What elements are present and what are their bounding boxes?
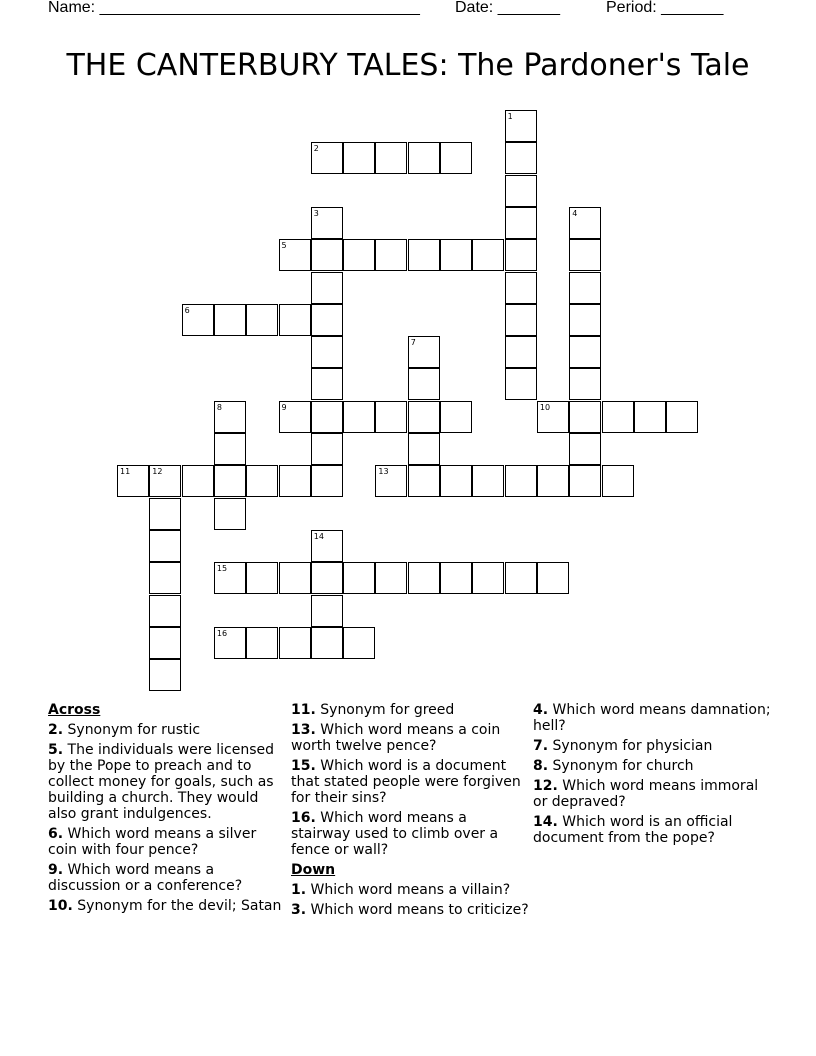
- clue-across-13: 13. Which word means a coin worth twelve pence?: [291, 722, 501, 754]
- crossword-cell[interactable]: [311, 401, 343, 433]
- clue-number: 6: [184, 305, 190, 315]
- crossword-cell[interactable]: [505, 368, 537, 400]
- clues-column-3: [533, 702, 771, 850]
- crossword-cell[interactable]: [602, 401, 634, 433]
- crossword-cell[interactable]: [505, 304, 537, 336]
- crossword-cell[interactable]: [149, 659, 181, 691]
- crossword-cell[interactable]: [311, 142, 343, 174]
- crossword-cell[interactable]: [343, 562, 375, 594]
- clue-number: 11: [120, 467, 131, 477]
- crossword-cell[interactable]: [569, 239, 601, 271]
- clue-across-6: 6. Which word means a silver coin with four pence?: [48, 826, 257, 858]
- crossword-cell[interactable]: [311, 368, 343, 400]
- crossword-cell[interactable]: [279, 401, 311, 433]
- crossword-cell[interactable]: [408, 239, 440, 271]
- crossword-cell[interactable]: [214, 498, 246, 530]
- crossword-cell[interactable]: [505, 207, 537, 239]
- crossword-cell[interactable]: [214, 433, 246, 465]
- clue-number: 14: [313, 531, 324, 541]
- crossword-cell[interactable]: [569, 207, 601, 239]
- clue-number: 13: [378, 467, 389, 477]
- crossword-cell[interactable]: [311, 465, 343, 497]
- clue-number: 15: [216, 564, 228, 574]
- crossword-cell[interactable]: [472, 239, 504, 271]
- crossword-cell[interactable]: [311, 207, 343, 239]
- crossword-cell[interactable]: [440, 239, 472, 271]
- clue-number: 4: [572, 208, 578, 218]
- clue-number: 7: [410, 338, 416, 348]
- clue-down-7: 7. Synonym for physician: [533, 738, 713, 754]
- crossword-cell[interactable]: [440, 465, 472, 497]
- clue-across-11: 11. Synonym for greed: [291, 702, 455, 718]
- crossword-cell[interactable]: [569, 465, 601, 497]
- crossword-cell[interactable]: [440, 401, 472, 433]
- clue-number: 16: [216, 628, 228, 638]
- crossword-cell[interactable]: [505, 175, 537, 207]
- crossword-cell[interactable]: [149, 562, 181, 594]
- crossword-cell[interactable]: [569, 433, 601, 465]
- across-heading: Across: [48, 702, 101, 718]
- crossword-cell[interactable]: [149, 627, 181, 659]
- crossword-cell[interactable]: [311, 272, 343, 304]
- clue-number: 1: [507, 112, 513, 121]
- crossword-cell[interactable]: [214, 627, 246, 659]
- crossword-cell[interactable]: [666, 401, 698, 433]
- clue-number: 12: [152, 467, 163, 477]
- crossword-cell[interactable]: [537, 465, 569, 497]
- crossword-cell[interactable]: [375, 401, 407, 433]
- crossword-cell[interactable]: [117, 465, 149, 497]
- crossword-cell[interactable]: [343, 627, 375, 659]
- clue-down-3: 3. Which word means to criticize?: [291, 902, 529, 918]
- crossword-cell[interactable]: [505, 272, 537, 304]
- page-title: THE CANTERBURY TALES: The Pardoner's Tale: [66, 48, 750, 83]
- clue-across-16: 16. Which word means a stairway used to climb over a fence or wall?: [291, 810, 499, 858]
- crossword-cell[interactable]: [279, 239, 311, 271]
- crossword-cell[interactable]: [472, 465, 504, 497]
- crossword-cell[interactable]: [214, 304, 246, 336]
- crossword-cell[interactable]: [214, 562, 246, 594]
- crossword-cell[interactable]: [149, 498, 181, 530]
- clue-down-12: 12. Which word means immoral or depraved?: [533, 778, 759, 810]
- clue-number: 9: [281, 402, 287, 412]
- crossword-cell[interactable]: [311, 239, 343, 271]
- crossword-cell[interactable]: [569, 336, 601, 368]
- crossword-cell[interactable]: [343, 401, 375, 433]
- clue-number: 10: [539, 402, 551, 412]
- crossword-cell[interactable]: [279, 562, 311, 594]
- crossword-cell[interactable]: [343, 239, 375, 271]
- crossword-cell[interactable]: [602, 465, 634, 497]
- crossword-cell[interactable]: [311, 595, 343, 627]
- crossword-cell[interactable]: [375, 239, 407, 271]
- crossword-cell[interactable]: [246, 465, 278, 497]
- clue-across-9: 9. Which word means a discussion or a conference?: [48, 862, 243, 894]
- period-field[interactable]: Period: _______: [606, 0, 724, 16]
- crossword-cell[interactable]: [408, 433, 440, 465]
- clue-across-2: 2. Synonym for rustic: [48, 722, 201, 738]
- crossword-cell[interactable]: [537, 562, 569, 594]
- crossword-cell[interactable]: [311, 627, 343, 659]
- clue-down-8: 8. Synonym for church: [533, 758, 694, 774]
- clue-number: 3: [313, 208, 319, 218]
- crossword-cell[interactable]: [440, 142, 472, 174]
- crossword-cell[interactable]: [408, 401, 440, 433]
- crossword-cell[interactable]: [375, 142, 407, 174]
- crossword-cell[interactable]: [182, 304, 214, 336]
- crossword-cell[interactable]: [311, 433, 343, 465]
- clues-column-1: [48, 702, 286, 918]
- crossword-cell[interactable]: [182, 465, 214, 497]
- crossword-cell[interactable]: [505, 562, 537, 594]
- down-heading: Down: [291, 862, 336, 878]
- crossword-cell[interactable]: [149, 595, 181, 627]
- crossword-cell[interactable]: [149, 465, 181, 497]
- clue-number: 8: [216, 402, 222, 412]
- crossword-cell[interactable]: [569, 304, 601, 336]
- crossword-cell[interactable]: [246, 627, 278, 659]
- crossword-cell[interactable]: [279, 627, 311, 659]
- crossword-cell[interactable]: [505, 336, 537, 368]
- crossword-cell[interactable]: [343, 142, 375, 174]
- crossword-cell[interactable]: [505, 239, 537, 271]
- crossword-cell[interactable]: [408, 368, 440, 400]
- crossword-cell[interactable]: [472, 562, 504, 594]
- clue-across-10: 10. Synonym for the devil; Satan: [48, 898, 282, 914]
- crossword-cell[interactable]: [311, 530, 343, 562]
- name-field[interactable]: Name: ____________________________________: [48, 0, 420, 16]
- crossword-cell[interactable]: [569, 401, 601, 433]
- clue-across-5: 5. The individuals were licensed by the Pope to preach and to collect money for goals, such as building a church. They would also grant indulgences.: [48, 742, 275, 822]
- crossword-cell[interactable]: [440, 562, 472, 594]
- crossword-cell[interactable]: [505, 465, 537, 497]
- crossword-cell[interactable]: [375, 465, 407, 497]
- crossword-cell[interactable]: [408, 562, 440, 594]
- crossword-cell[interactable]: [246, 562, 278, 594]
- crossword-cell[interactable]: [634, 401, 666, 433]
- clue-down-14: 14. Which word is an official document from the pope?: [533, 814, 733, 846]
- clue-down-4: 4. Which word means damnation; hell?: [533, 702, 771, 734]
- crossword-cell[interactable]: [149, 530, 181, 562]
- crossword-cell[interactable]: [246, 304, 278, 336]
- crossword-cell[interactable]: [537, 401, 569, 433]
- date-field[interactable]: Date: _______: [455, 0, 560, 16]
- clue-down-1: 1. Which word means a villain?: [291, 882, 511, 898]
- crossword-cell[interactable]: [408, 336, 440, 368]
- crossword-cell[interactable]: [279, 304, 311, 336]
- crossword-cell[interactable]: [311, 562, 343, 594]
- clue-number: 2: [313, 144, 319, 154]
- crossword-cell[interactable]: [311, 336, 343, 368]
- crossword-cell[interactable]: [408, 142, 440, 174]
- crossword-cell[interactable]: [408, 465, 440, 497]
- crossword-cell[interactable]: [505, 142, 537, 174]
- crossword-cell[interactable]: [569, 368, 601, 400]
- crossword-cell[interactable]: [311, 304, 343, 336]
- crossword-cell[interactable]: [279, 465, 311, 497]
- crossword-cell[interactable]: [375, 562, 407, 594]
- crossword-cell[interactable]: [569, 272, 601, 304]
- clue-number: 5: [281, 241, 287, 251]
- clue-across-15: 15. Which word is a document that stated people were forgiven for their sins?: [291, 758, 521, 806]
- clues-column-2: [291, 702, 529, 922]
- crossword-cell[interactable]: [505, 110, 537, 142]
- crossword-cell[interactable]: [214, 465, 246, 497]
- crossword-cell[interactable]: [214, 401, 246, 433]
